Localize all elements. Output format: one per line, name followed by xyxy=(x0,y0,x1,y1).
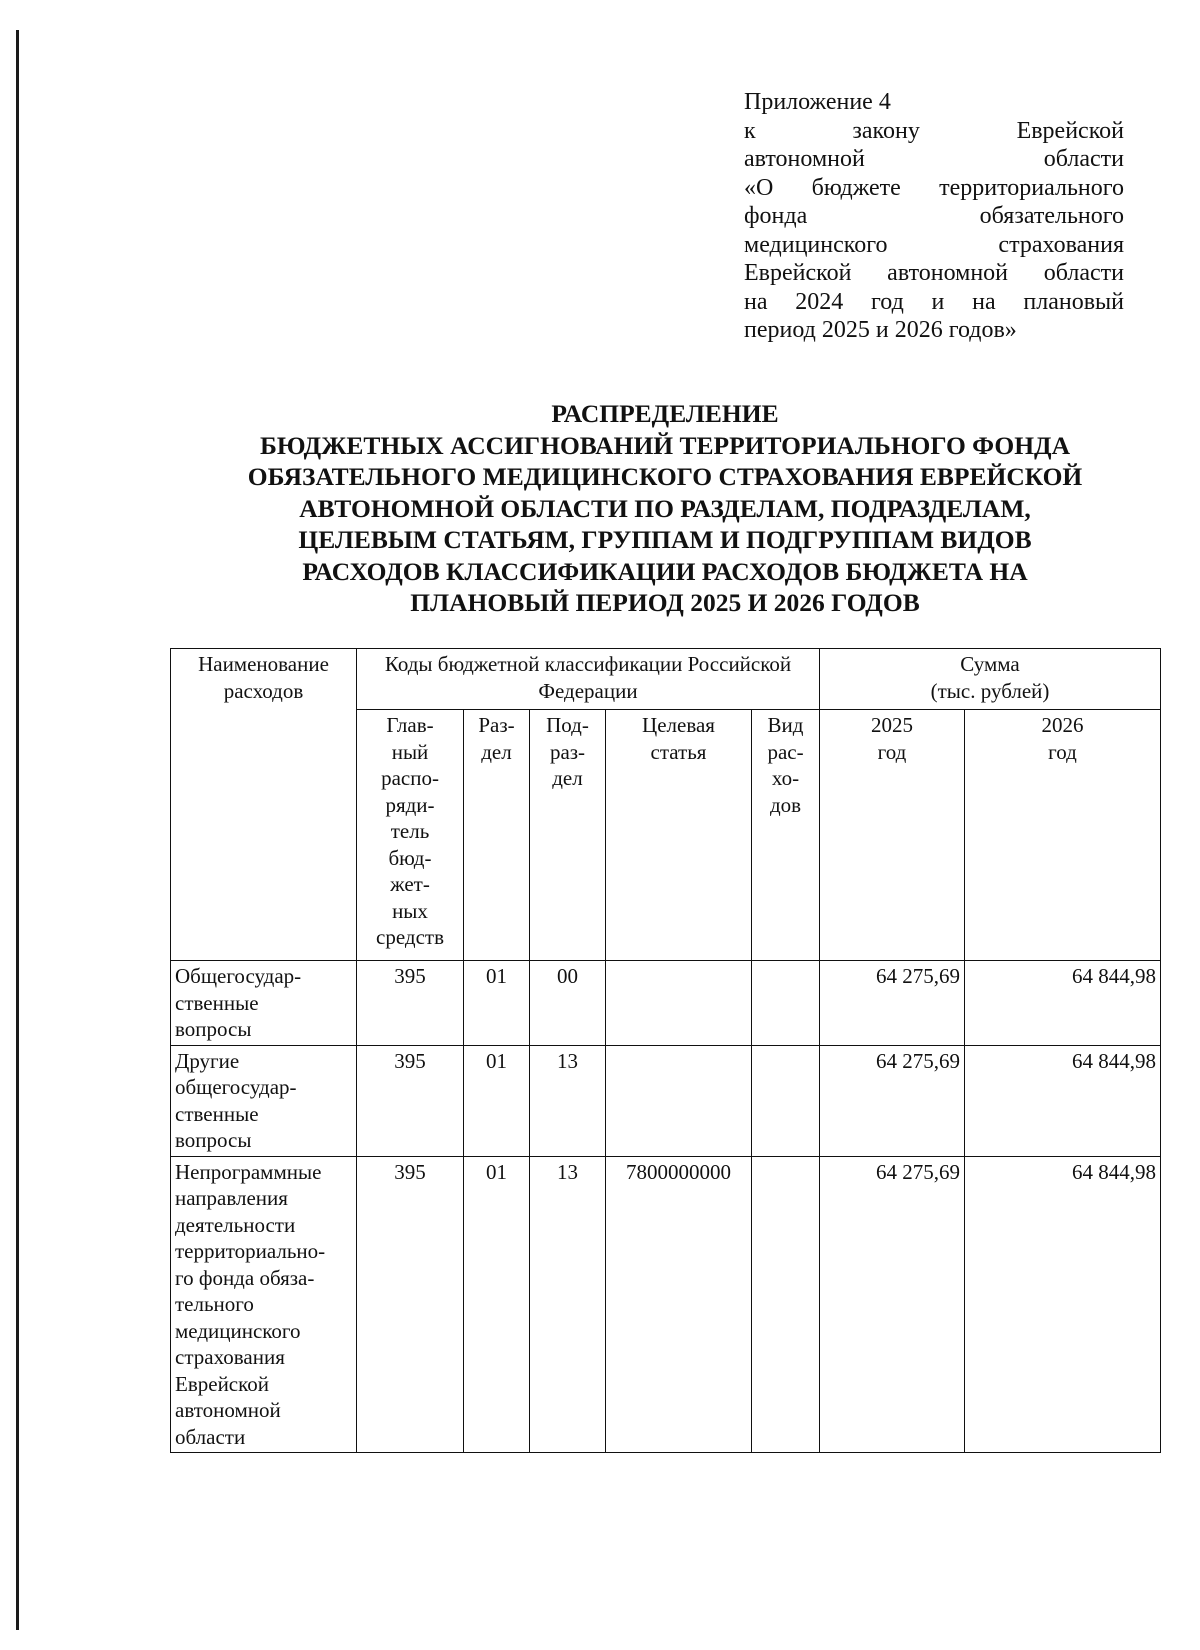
appendix-line: на 2024 год и на плановый xyxy=(744,288,1124,315)
cell-sum-2025: 64 275,69 xyxy=(820,1156,965,1453)
table-row xyxy=(171,961,1161,1046)
cell-expense-type xyxy=(752,1156,820,1453)
cell-target-article: 7800000000 xyxy=(606,1156,752,1453)
appendix-line: фонда обязательного xyxy=(744,203,1124,229)
header-subsection: Под- раз- дел xyxy=(530,710,606,961)
title-line: ОБЯЗАТЕЛЬНОГО МЕДИЦИНСКОГО СТРАХОВАНИЯ ЕВРЕЙСКОЙ xyxy=(247,462,1083,491)
cell-sum-2025: 64 275,69 xyxy=(820,1045,965,1156)
appendix-line: автономной области xyxy=(744,146,1124,172)
appendix-line: «О бюджете территориального xyxy=(744,174,1124,201)
table-row xyxy=(171,1045,1161,1156)
cell-section: 01 xyxy=(464,1156,530,1453)
header-classification-codes: Коды бюджетной классификации Российской Федерации xyxy=(357,649,820,710)
cell-target-article xyxy=(606,961,752,1046)
cell-expense-type xyxy=(752,961,820,1046)
cell-sum-2025: 64 275,69 xyxy=(820,961,965,1046)
cell-subsection: 13 xyxy=(530,1045,606,1156)
cell-expense-type xyxy=(752,1045,820,1156)
cell-sum-2026: 64 844,98 xyxy=(965,961,1161,1046)
table-row xyxy=(171,1156,1161,1453)
title-line: РАСПРЕДЕЛЕНИЕ xyxy=(551,399,779,428)
cell-subsection: 00 xyxy=(530,961,606,1046)
cell-section: 01 xyxy=(464,1045,530,1156)
row-expense-name: Непрограммные направления деятельности территориально- го фонда обяза- тельного медицинского страхования Еврейской автономной области xyxy=(171,1156,357,1453)
row-expense-name: Общегосудар- ственные вопросы xyxy=(171,961,357,1046)
cell-target-article xyxy=(606,1045,752,1156)
appendix-note xyxy=(744,88,1124,345)
appendix-line: период 2025 и 2026 годов» xyxy=(744,317,1017,343)
cell-section: 01 xyxy=(464,961,530,1046)
title-line: АВТОНОМНОЙ ОБЛАСТИ ПО РАЗДЕЛАМ, ПОДРАЗДЕЛАМ, xyxy=(299,493,1031,523)
title-line: БЮДЖЕТНЫХ АССИГНОВАНИЙ ТЕРРИТОРИАЛЬНОГО ФОНДА xyxy=(260,430,1070,460)
cell-chief-administrator: 395 xyxy=(357,1045,464,1156)
appendix-line: медицинского страхования xyxy=(744,231,1124,258)
cell-chief-administrator: 395 xyxy=(357,961,464,1046)
appendix-line: Еврейской автономной области xyxy=(744,260,1124,286)
header-target-article: Целевая статья xyxy=(606,710,752,961)
budget-table xyxy=(170,648,1161,1453)
cell-sum-2026: 64 844,98 xyxy=(965,1045,1161,1156)
table-header-row xyxy=(171,649,1161,710)
cell-sum-2026: 64 844,98 xyxy=(965,1156,1161,1453)
header-section: Раз- дел xyxy=(464,710,530,961)
header-chief-administrator: Глав- ный распо- ряди- тель бюд- жет- ных средств xyxy=(357,710,464,961)
appendix-line: к закону Еврейской xyxy=(744,117,1124,144)
title-line: ЦЕЛЕВЫМ СТАТЬЯМ, ГРУППАМ И ПОДГРУППАМ ВИДОВ xyxy=(298,525,1032,554)
header-year-2025: 2025 год xyxy=(820,710,965,961)
header-expense-type: Вид рас- хо- дов xyxy=(752,710,820,961)
cell-chief-administrator: 395 xyxy=(357,1156,464,1453)
title-line: ПЛАНОВЫЙ ПЕРИОД 2025 И 2026 ГОДОВ xyxy=(410,588,920,617)
title-line: РАСХОДОВ КЛАССИФИКАЦИИ РАСХОДОВ БЮДЖЕТА НА xyxy=(302,556,1028,586)
margin-rule xyxy=(16,30,19,1630)
header-sum: Сумма (тыс. рублей) xyxy=(820,649,1161,710)
cell-subsection: 13 xyxy=(530,1156,606,1453)
appendix-line: Приложение 4 xyxy=(744,89,891,115)
document-title xyxy=(170,398,1160,619)
row-expense-name: Другие общегосудар- ственные вопросы xyxy=(171,1045,357,1156)
header-year-2026: 2026 год xyxy=(965,710,1161,961)
header-expense-name: Наименование расходов xyxy=(171,649,357,961)
